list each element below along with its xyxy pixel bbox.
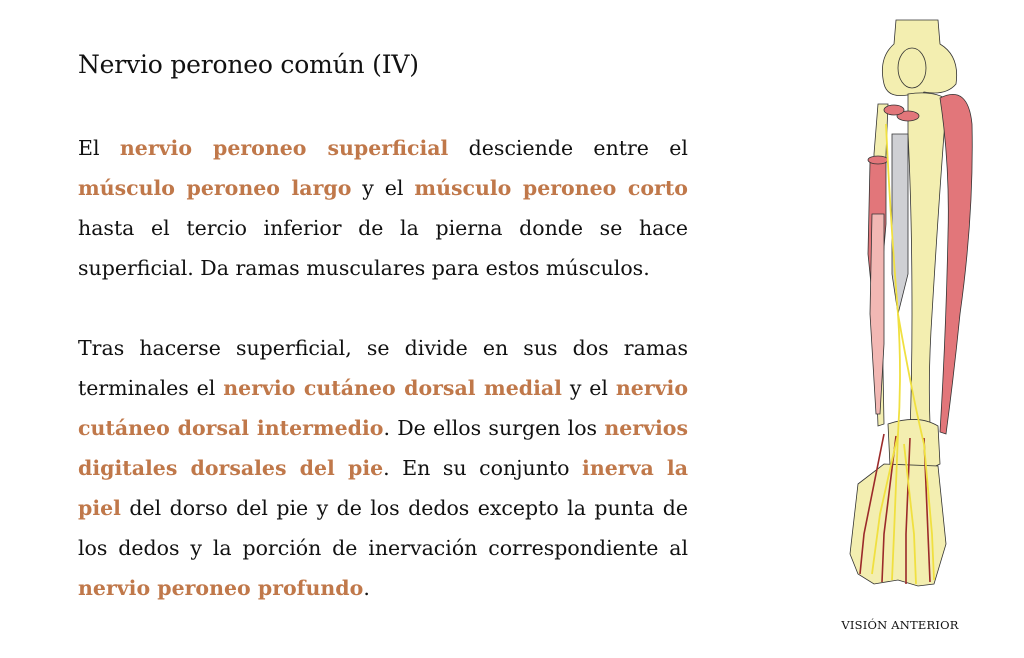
tibialis-anterior-muscle (940, 94, 972, 434)
term-musculo-peroneo-largo: músculo peroneo largo (78, 176, 352, 200)
figure-caption: VISIÓN ANTERIOR (841, 618, 959, 632)
text: y el (351, 176, 415, 200)
term-nervio-cutaneo-dorsal-medial: nervio cutáneo dorsal medial (223, 376, 562, 400)
page-title: Nervio peroneo común (IV) (78, 50, 419, 79)
term-inerva-la-piel: inerva la piel (78, 456, 688, 520)
text: . De ellos surgen los (383, 416, 605, 440)
paragraph-1 (78, 128, 688, 288)
muscle-cut-3 (884, 105, 904, 115)
text: hasta el tercio inferior de la pierna donde se hace superficial. Da ramas musculares para estos músculos. (78, 216, 688, 280)
text: desciende entre el (448, 136, 688, 160)
term-nervio-cutaneo-dorsal-intermedio: nervio cutáneo dorsal intermedio (78, 376, 688, 440)
term-nervios-digitales-dorsales: nervios digitales dorsales del pie (78, 416, 688, 480)
extensor-muscle (892, 134, 908, 314)
text: . (363, 576, 370, 600)
patella-bone (898, 48, 926, 88)
term-musculo-peroneo-corto: músculo peroneo corto (414, 176, 688, 200)
leg-anatomy-illustration (828, 14, 978, 614)
text: El (78, 136, 120, 160)
paragraph-2 (78, 328, 688, 608)
tibia-bone (908, 93, 948, 434)
term-nervio-peroneo-superficial: nervio peroneo superficial (119, 136, 449, 160)
term-nervio-peroneo-profundo: nervio peroneo profundo (78, 576, 364, 600)
text: y el (561, 376, 616, 400)
text: . En su conjunto (383, 456, 583, 480)
peroneus-brevis-muscle (870, 214, 884, 414)
text: del dorso del pie y de los dedos excepto la punta de los dedos y la porción de inervación correspondiente al (78, 496, 688, 560)
text: Tras hacerse superficial, se divide en sus dos ramas terminales el (78, 336, 688, 400)
muscle-cut-1 (868, 156, 888, 164)
